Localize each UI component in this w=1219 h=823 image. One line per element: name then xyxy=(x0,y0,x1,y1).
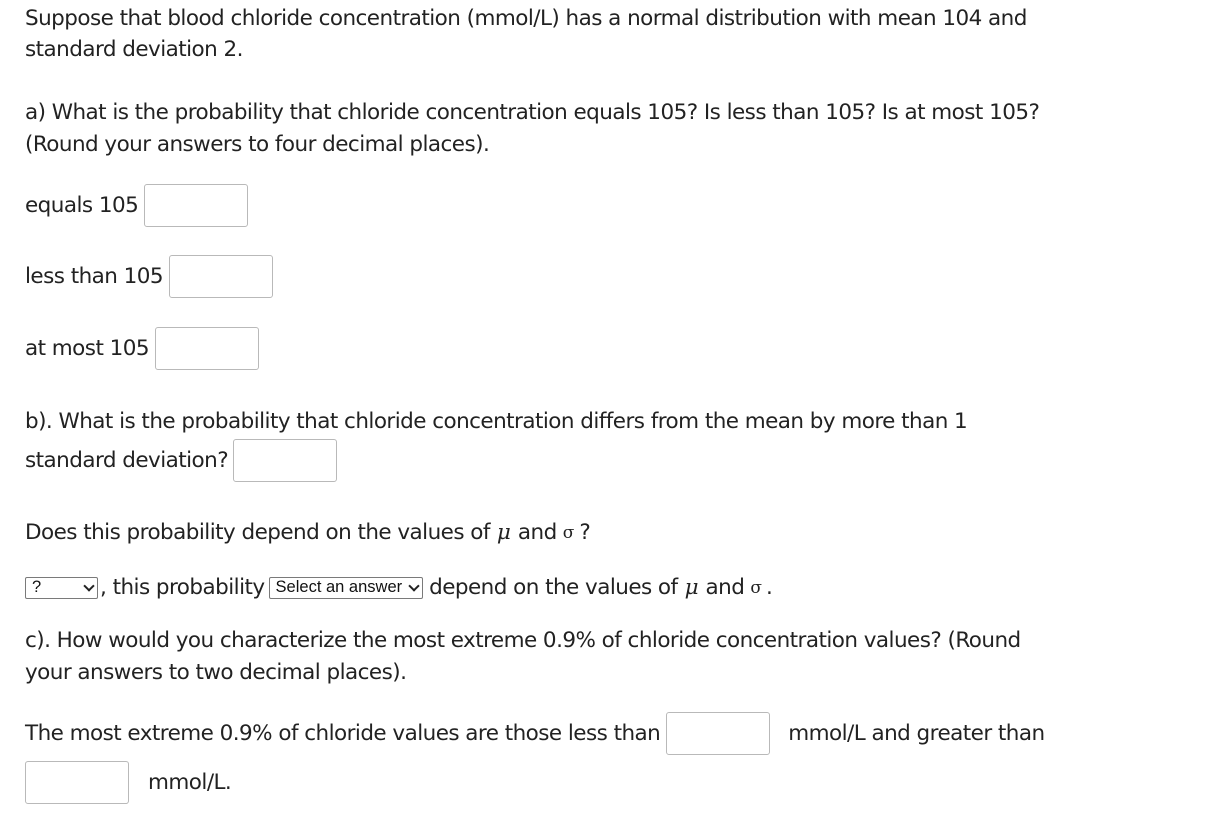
at-most-label: at most 105 xyxy=(25,336,149,361)
this-probability-text: , this probability xyxy=(100,575,265,600)
depend-select-value: Select an answer xyxy=(275,578,403,596)
chevron-down-icon xyxy=(83,580,94,591)
less-than-105-input[interactable] xyxy=(169,255,273,298)
part-c-question-line-2: your answers to two decimal places). xyxy=(25,660,407,685)
lower-cutoff-input[interactable] xyxy=(666,712,770,755)
chevron-down-icon xyxy=(408,580,419,591)
equals-105-input[interactable] xyxy=(144,184,248,227)
sigma-symbol: σ xyxy=(750,577,762,598)
part-a-question-line-1: a) What is the probability that chloride concentration equals 105? Is less than 105? Is at most 105? xyxy=(25,100,1040,125)
part-b-answer-row xyxy=(25,439,337,482)
depend-question-row xyxy=(25,520,590,545)
extreme-prefix-text: The most extreme 0.9% of chloride values are those less than xyxy=(25,721,661,746)
mu-symbol: μ xyxy=(684,575,699,600)
depend-suffix-text: depend on the values of xyxy=(429,575,678,600)
intro-line-1: Suppose that blood chloride concentration (mmol/L) has a normal distribution with mean 104 and xyxy=(25,6,1027,31)
intro-line-2: standard deviation 2. xyxy=(25,37,243,62)
less-than-row xyxy=(25,255,273,298)
differs-probability-input[interactable] xyxy=(233,439,337,482)
upper-cutoff-input[interactable] xyxy=(25,761,129,804)
yes-no-select[interactable] xyxy=(25,577,98,599)
equals-row xyxy=(25,184,248,227)
part-b-question-line-1: b). What is the probability that chloride concentration differs from the mean by more than 1 xyxy=(25,409,968,434)
extreme-suffix-text: mmol/L. xyxy=(148,770,232,795)
and-text: and xyxy=(705,575,745,600)
part-b-question-line-2: standard deviation? xyxy=(25,448,229,473)
at-most-row xyxy=(25,327,259,370)
part-c-question-line-1: c). How would you characterize the most extreme 0.9% of chloride concentration values? (Round xyxy=(25,628,1021,653)
extreme-middle-text: mmol/L and greater than xyxy=(788,721,1045,746)
period: . xyxy=(765,575,773,600)
mu-symbol: μ xyxy=(496,520,511,545)
part-a-question-line-2: (Round your answers to four decimal places). xyxy=(25,132,490,157)
equals-label: equals 105 xyxy=(25,193,139,218)
extreme-answer-row xyxy=(25,712,1045,755)
depend-question-text: Does this probability depend on the values of xyxy=(25,520,490,545)
and-text: and xyxy=(517,520,557,545)
question-mark: ? xyxy=(579,520,591,545)
depend-select[interactable] xyxy=(269,577,424,599)
sigma-symbol: σ xyxy=(562,522,575,543)
upper-cutoff-row xyxy=(25,761,231,804)
depend-answer-row xyxy=(25,575,772,600)
at-most-105-input[interactable] xyxy=(155,327,259,370)
yes-no-select-value: ? xyxy=(32,578,42,596)
less-than-label: less than 105 xyxy=(25,264,164,289)
